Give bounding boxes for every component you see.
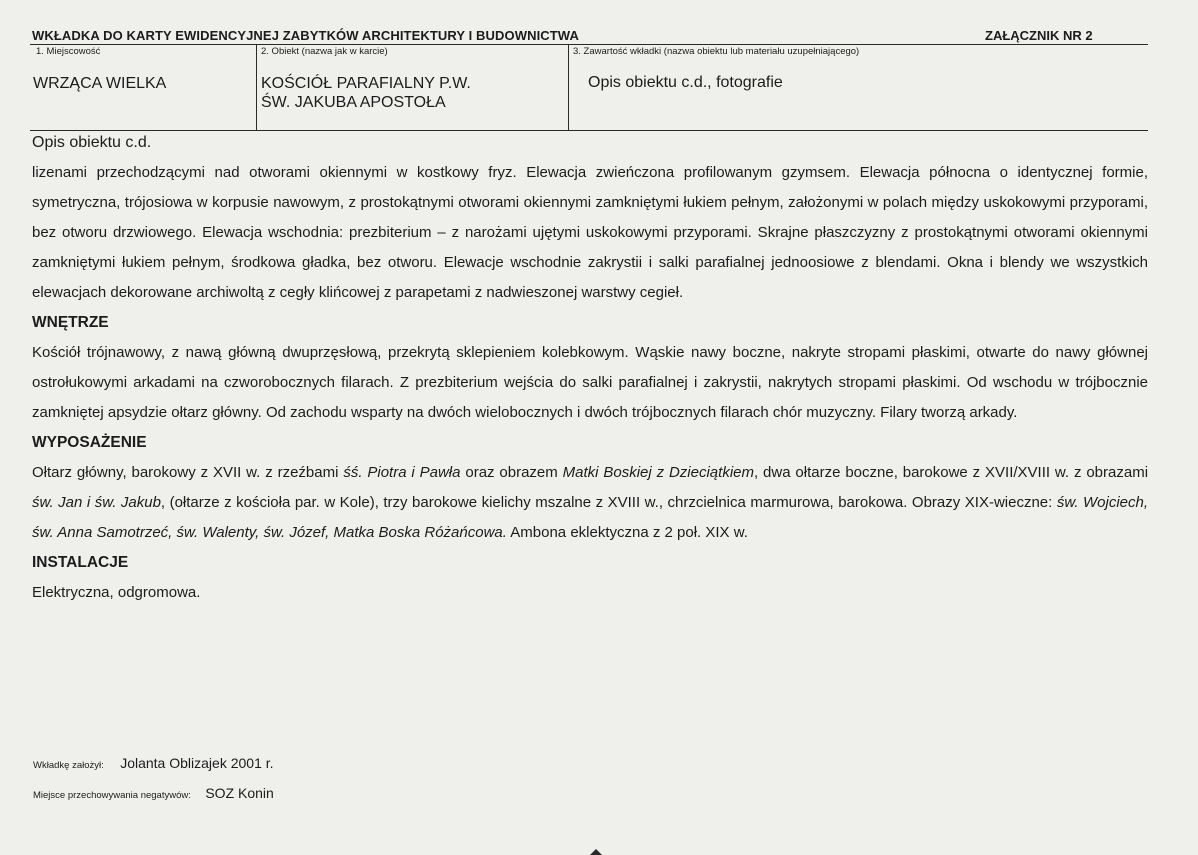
furnishings-italic-4: św. Wojciech, św. Anna Samotrzeć, św. Walenty, św. Józef, Matka Boska Różańcowa. (32, 494, 1149, 541)
storage-row (33, 785, 274, 803)
locality-label: 1. Miejscowość (36, 46, 101, 57)
furnishings-italic-2: Matki Boskiej z Dzieciątkiem (562, 464, 754, 481)
exterior-description: lizenami przechodzącymi nad otworami okiennymi w kostkowy fryz. Elewacja zwieńczona profilowanym gzymsem. Elewacja północna o identycznej formie, symetryczna, trójosiowa w korpusie nawowym, z prostokątnymi otworami okiennymi zamkniętymi łukiem pełnym, założonymi w polach między uskokowymi przyporami, bez otworu drzwiowego. Elewacja wschodnia: prezbiterium – z narożami ujętymi uskokowymi przyporami. Skrajne płaszczyzny z prostokątnymi otworami okiennymi zamkniętymi łukiem pełnym, środkowa gładka, bez otworu. Elewacje wschodnie zakrystii i salki parafialnej jednoosiowe z blendami. Okna i blendy we wszystkich elewacjach dekorowane archiwoltą z cegły klińcowej z parapetami z nadwieszonej warstwy cegieł. (32, 164, 1148, 301)
contents-label: 3. Zawartość wkładki (nazwa obiektu lub materiału uzupełniającego) (573, 46, 860, 57)
document-body (32, 128, 1148, 608)
furnishings-text-5: Ambona eklektyczna z 2 poł. XIX w. (506, 524, 748, 541)
storage-label: Miejsce przechowywania negatywów: (33, 790, 191, 801)
object-label: 2. Obiekt (nazwa jak w karcie) (261, 46, 388, 57)
object-value-line2: ŚW. JAKUBA APOSTOŁA (261, 94, 446, 111)
object-value-line1: KOŚCIÓŁ PARAFIALNY P.W. (261, 75, 471, 92)
furnishings-italic-3: św. Jan i św. Jakub (32, 494, 161, 511)
installations-heading: INSTALACJE (32, 554, 129, 571)
author-label: Wkładkę założył: (33, 760, 104, 771)
author-row (33, 755, 274, 773)
intro-heading: Opis obiektu c.d. (32, 134, 152, 151)
column-divider-1 (256, 44, 257, 130)
contents-value: Opis obiektu c.d., fotografie (588, 74, 783, 91)
furnishings-text-2: oraz obrazem (460, 464, 563, 481)
interior-heading: WNĘTRZE (32, 314, 109, 331)
furnishings-text-1: Ołtarz główny, barokowy z XVII w. z rzeźbami (32, 464, 344, 481)
furnishings-text-3: , dwa ołtarze boczne, barokowe z XVII/XVIII w. z obrazami (754, 464, 1149, 481)
interior-description: Kościół trójnawowy, z nawą główną dwuprzęsłową, przekrytą sklepieniem kolebkowym. Wąskie nawy boczne, nakryte stropami płaskimi, otwarte do nawy głównej ostrołukowymi arkadami na czworobocznych filarach. Z prezbiterium wejścia do salki parafialnej i zakrystii, nakrytych stropami płaskimi. Od wschodu w trójbocznie zamkniętej apsydzie ołtarz główny. Od zachodu wsparty na dwóch wielobocznych i dwóch trójbocznych filarach chór muzyczny. Filary tworzą arkady. (32, 344, 1148, 421)
furnishings-description (32, 458, 1148, 548)
locality-value: WRZĄCA WIELKA (33, 75, 167, 92)
column-divider-2 (568, 44, 569, 130)
installations-description: Elektryczna, odgromowa. (32, 584, 201, 601)
form-title: WKŁADKA DO KARTY EWIDENCYJNEJ ZABYTKÓW ARCHITEKTURY I BUDOWNICTWA (32, 28, 579, 43)
storage-value: SOZ Konin (205, 785, 274, 801)
author-value: Jolanta Oblizajek 2001 r. (120, 755, 274, 771)
annex-number: ZAŁĄCZNIK NR 2 (985, 28, 1093, 43)
furnishings-italic-1: śś. Piotra i Pawła (343, 464, 461, 481)
scan-edge-mark (590, 849, 602, 855)
furnishings-heading: WYPOSAŻENIE (32, 434, 147, 451)
furnishings-text-4: , (ołtarze z kościoła par. w Kole), trzy barokowe kielichy mszalne z XVIII w., chrzcielnica marmurowa, barokowa. Obrazy XIX-wieczne: (160, 494, 1057, 511)
header-top-rule (30, 44, 1148, 45)
